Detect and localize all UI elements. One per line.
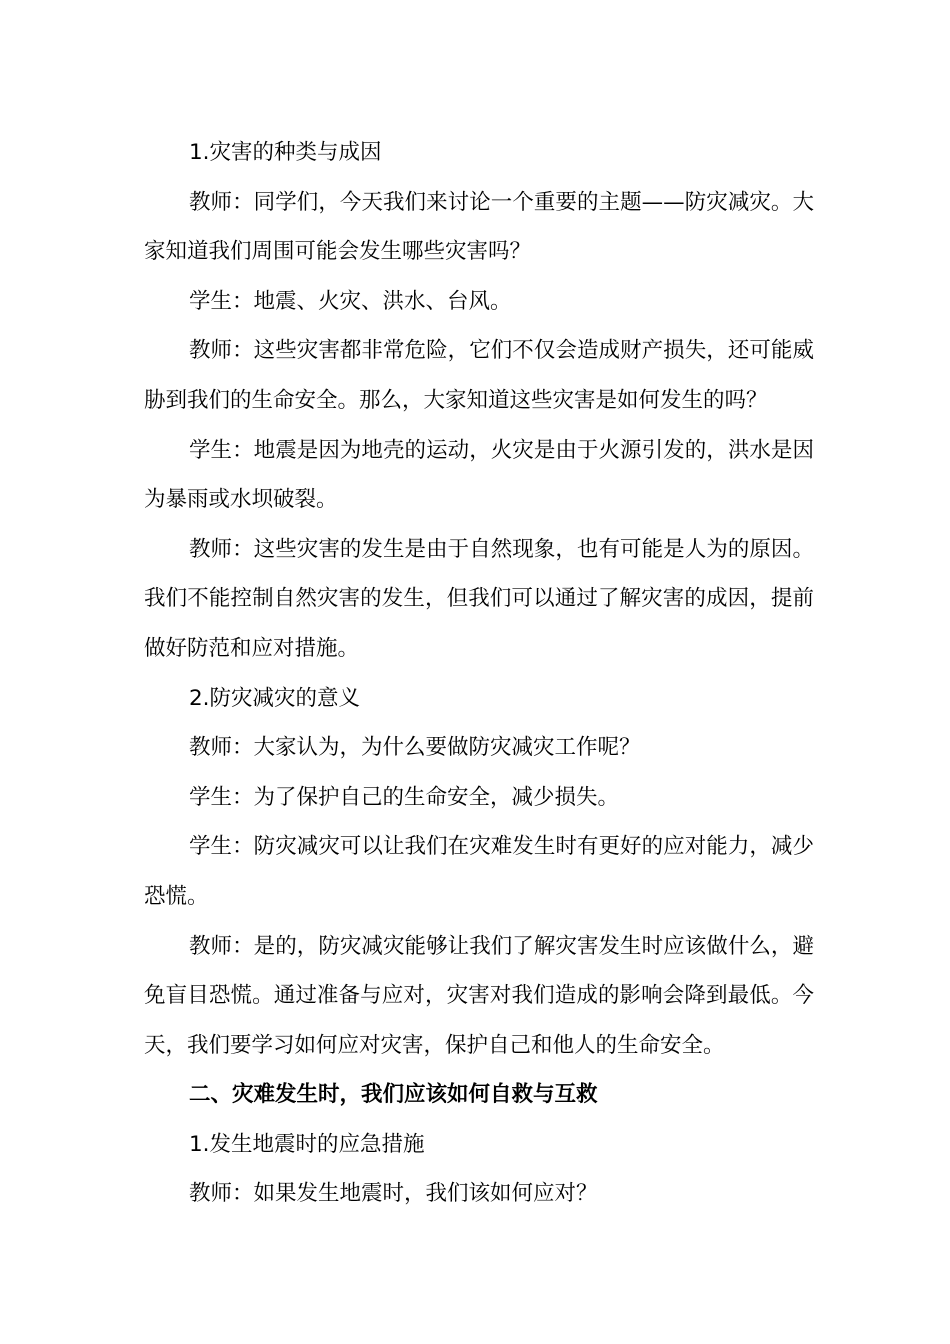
document-body: [144, 128, 814, 1219]
dialogue-paragraph: 学生：地震、火灾、洪水、台风。: [189, 288, 512, 314]
dialogue-paragraph: 教师：这些灾害的发生是由于自然现象，也有可能是人为的原因。我们不能控制自然灾害的发生，但我们可以通过了解灾害的成因，提前做好防范和应对措施。: [144, 536, 814, 661]
dialogue-paragraph: 学生：为了保护自己的生命安全，减少损失。: [189, 784, 620, 810]
chapter-heading-self-rescue: 二、灾难发生时，我们应该如何自救与互救: [189, 1082, 598, 1108]
dialogue-paragraph: 学生：地震是因为地壳的运动，火灾是由于火源引发的，洪水是因为暴雨或水坝破裂。: [144, 437, 814, 513]
dialogue-paragraph: 教师：这些灾害都非常危险，它们不仅会造成财产损失，还可能威胁到我们的生命安全。那么，大家知道这些灾害是如何发生的吗？: [144, 338, 814, 413]
dialogue-paragraph: 教师：同学们，今天我们来讨论一个重要的主题——防灾减灾。大家知道我们周围可能会发生哪些灾害吗？: [144, 189, 814, 265]
dialogue-paragraph: 教师：如果发生地震时，我们该如何应对？: [189, 1181, 598, 1207]
dialogue-paragraph: 教师：大家认为，为什么要做防灾减灾工作呢？: [189, 735, 641, 761]
dialogue-paragraph: 教师：是的，防灾减灾能够让我们了解灾害发生时应该做什么，避免盲目恐慌。通过准备与应对，灾害对我们造成的影响会降到最低。今天，我们要学习如何应对灾害，保护自己和他人的生命安全。: [144, 933, 814, 1058]
dialogue-paragraph: 学生：防灾减灾可以让我们在灾难发生时有更好的应对能力，减少恐慌。: [144, 834, 814, 909]
section-heading-disaster-types: 1.灾害的种类与成因: [189, 140, 382, 165]
section-heading-earthquake: 1.发生地震时的应急措施: [189, 1131, 425, 1157]
section-heading-significance: 2.防灾减灾的意义: [189, 685, 361, 711]
